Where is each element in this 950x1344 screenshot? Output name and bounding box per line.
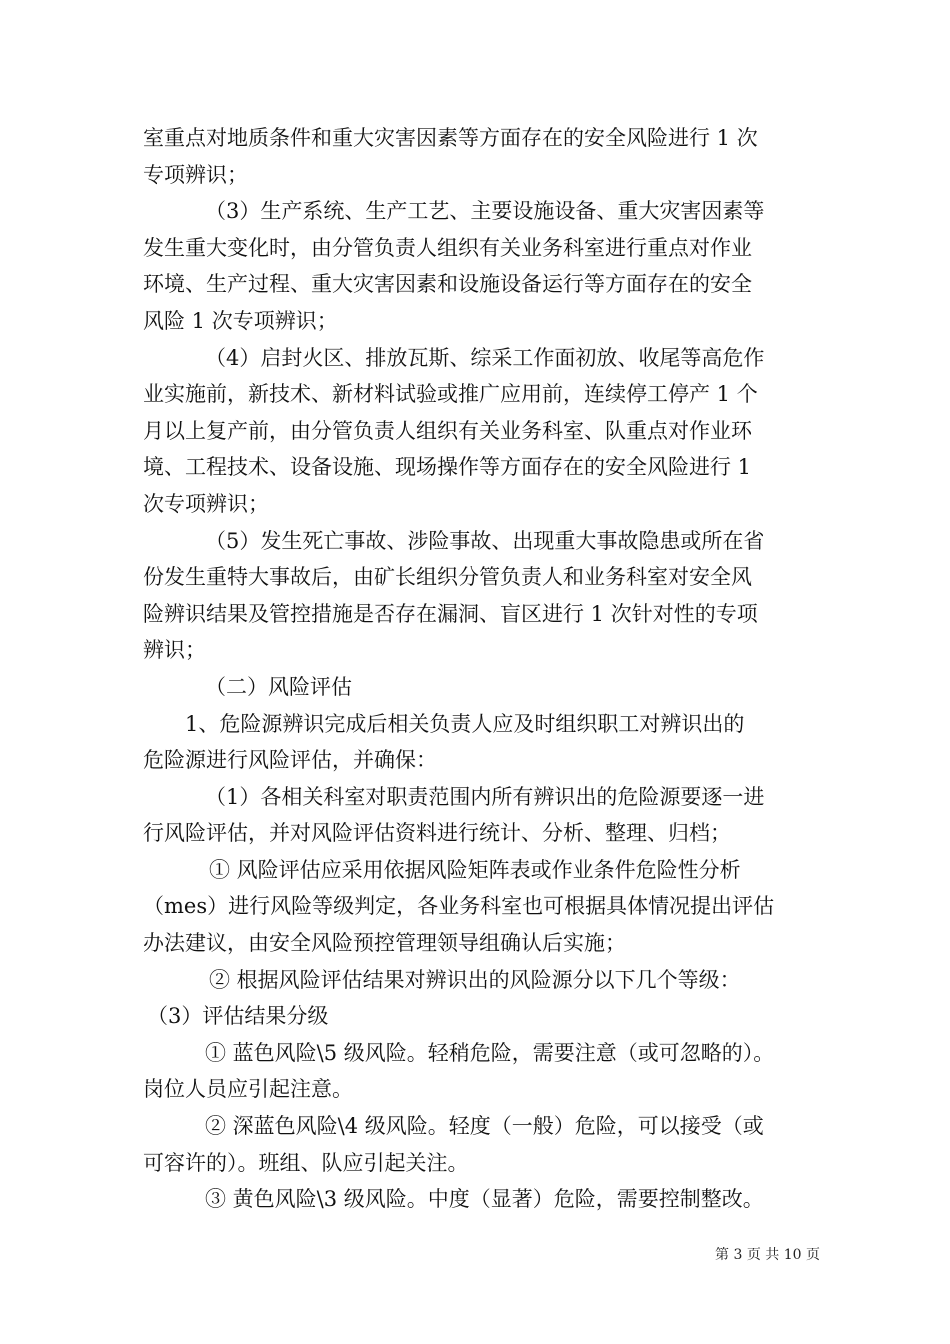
page-number: 第 3 页 共 10 页 xyxy=(715,1247,820,1263)
text-line: 岗位人员应引起注意。 xyxy=(143,1077,353,1102)
text-line: （5）发生死亡事故、涉险事故、出现重大事故隐患或所在省 xyxy=(205,528,765,553)
text-line: 专项辨识； xyxy=(143,162,248,187)
text-line: 月以上复产前，由分管负责人组织有关业务科室、队重点对作业环 xyxy=(143,418,752,443)
text-line: 次专项辨识； xyxy=(143,491,269,516)
text-line: （mes）进行风险等级判定，各业务科室也可根据具体情况提出评估 xyxy=(143,894,775,919)
text-line: 1、危险源辨识完成后相关负责人应及时组织职工对辨识出的 xyxy=(185,711,745,736)
text-line: ③ 黄色风险\3 级风险。中度（显著）危险，需要控制整改。 xyxy=(205,1187,764,1212)
text-line: 危险源进行风险评估，并确保： xyxy=(143,748,437,773)
text-line: ② 根据风险评估结果对辨识出的风险源分以下几个等级： xyxy=(209,967,741,992)
text-line: （3）生产系统、生产工艺、主要设施设备、重大灾害因素等 xyxy=(205,199,765,224)
text-line: 业实施前，新技术、新材料试验或推广应用前，连续停工停产 1 个 xyxy=(143,382,758,407)
text-line: 发生重大变化时，由分管负责人组织有关业务科室进行重点对作业 xyxy=(143,235,752,260)
text-line: 室重点对地质条件和重大灾害因素等方面存在的安全风险进行 1 次 xyxy=(143,126,758,150)
text-line: 行风险评估，并对风险评估资料进行统计、分析、整理、归档； xyxy=(143,821,731,846)
text-line: 可容许的）。班组、队应引起关注。 xyxy=(143,1150,469,1175)
text-line: 环境、生产过程、重大灾害因素和设施设备运行等方面存在的安全 xyxy=(143,272,752,297)
text-line: 办法建议，由安全风险预控管理领导组确认后实施； xyxy=(143,931,626,956)
text-line: 辨识； xyxy=(143,638,206,663)
section-heading: （二）风险评估 xyxy=(205,674,352,699)
text-line: 风险 1 次专项辨识； xyxy=(143,308,338,333)
text-line: ① 蓝色风险\5 级风险。轻稍危险，需要注意（或可忽略的）。 xyxy=(205,1040,775,1065)
text-line: ② 深蓝色风险\4 级风险。轻度（一般）危险，可以接受（或 xyxy=(205,1114,764,1139)
text-line: ① 风险评估应采用依据风险矩阵表或作业条件危险性分析 xyxy=(209,857,741,882)
text-line: （1）各相关科室对职责范围内所有辨识出的危险源要逐一进 xyxy=(205,784,765,809)
text-line: （3）评估结果分级 xyxy=(147,1004,329,1029)
body-text xyxy=(143,120,823,1218)
text-line: （4）启封火区、排放瓦斯、综采工作面初放、收尾等高危作 xyxy=(205,345,765,370)
text-line: 份发生重特大事故后，由矿长组织分管负责人和业务科室对安全风 xyxy=(143,565,752,590)
text-line: 境、工程技术、设备设施、现场操作等方面存在的安全风险进行 1 xyxy=(143,455,752,480)
text-line: 险辨识结果及管控措施是否存在漏洞、盲区进行 1 次针对性的专项 xyxy=(143,601,758,626)
